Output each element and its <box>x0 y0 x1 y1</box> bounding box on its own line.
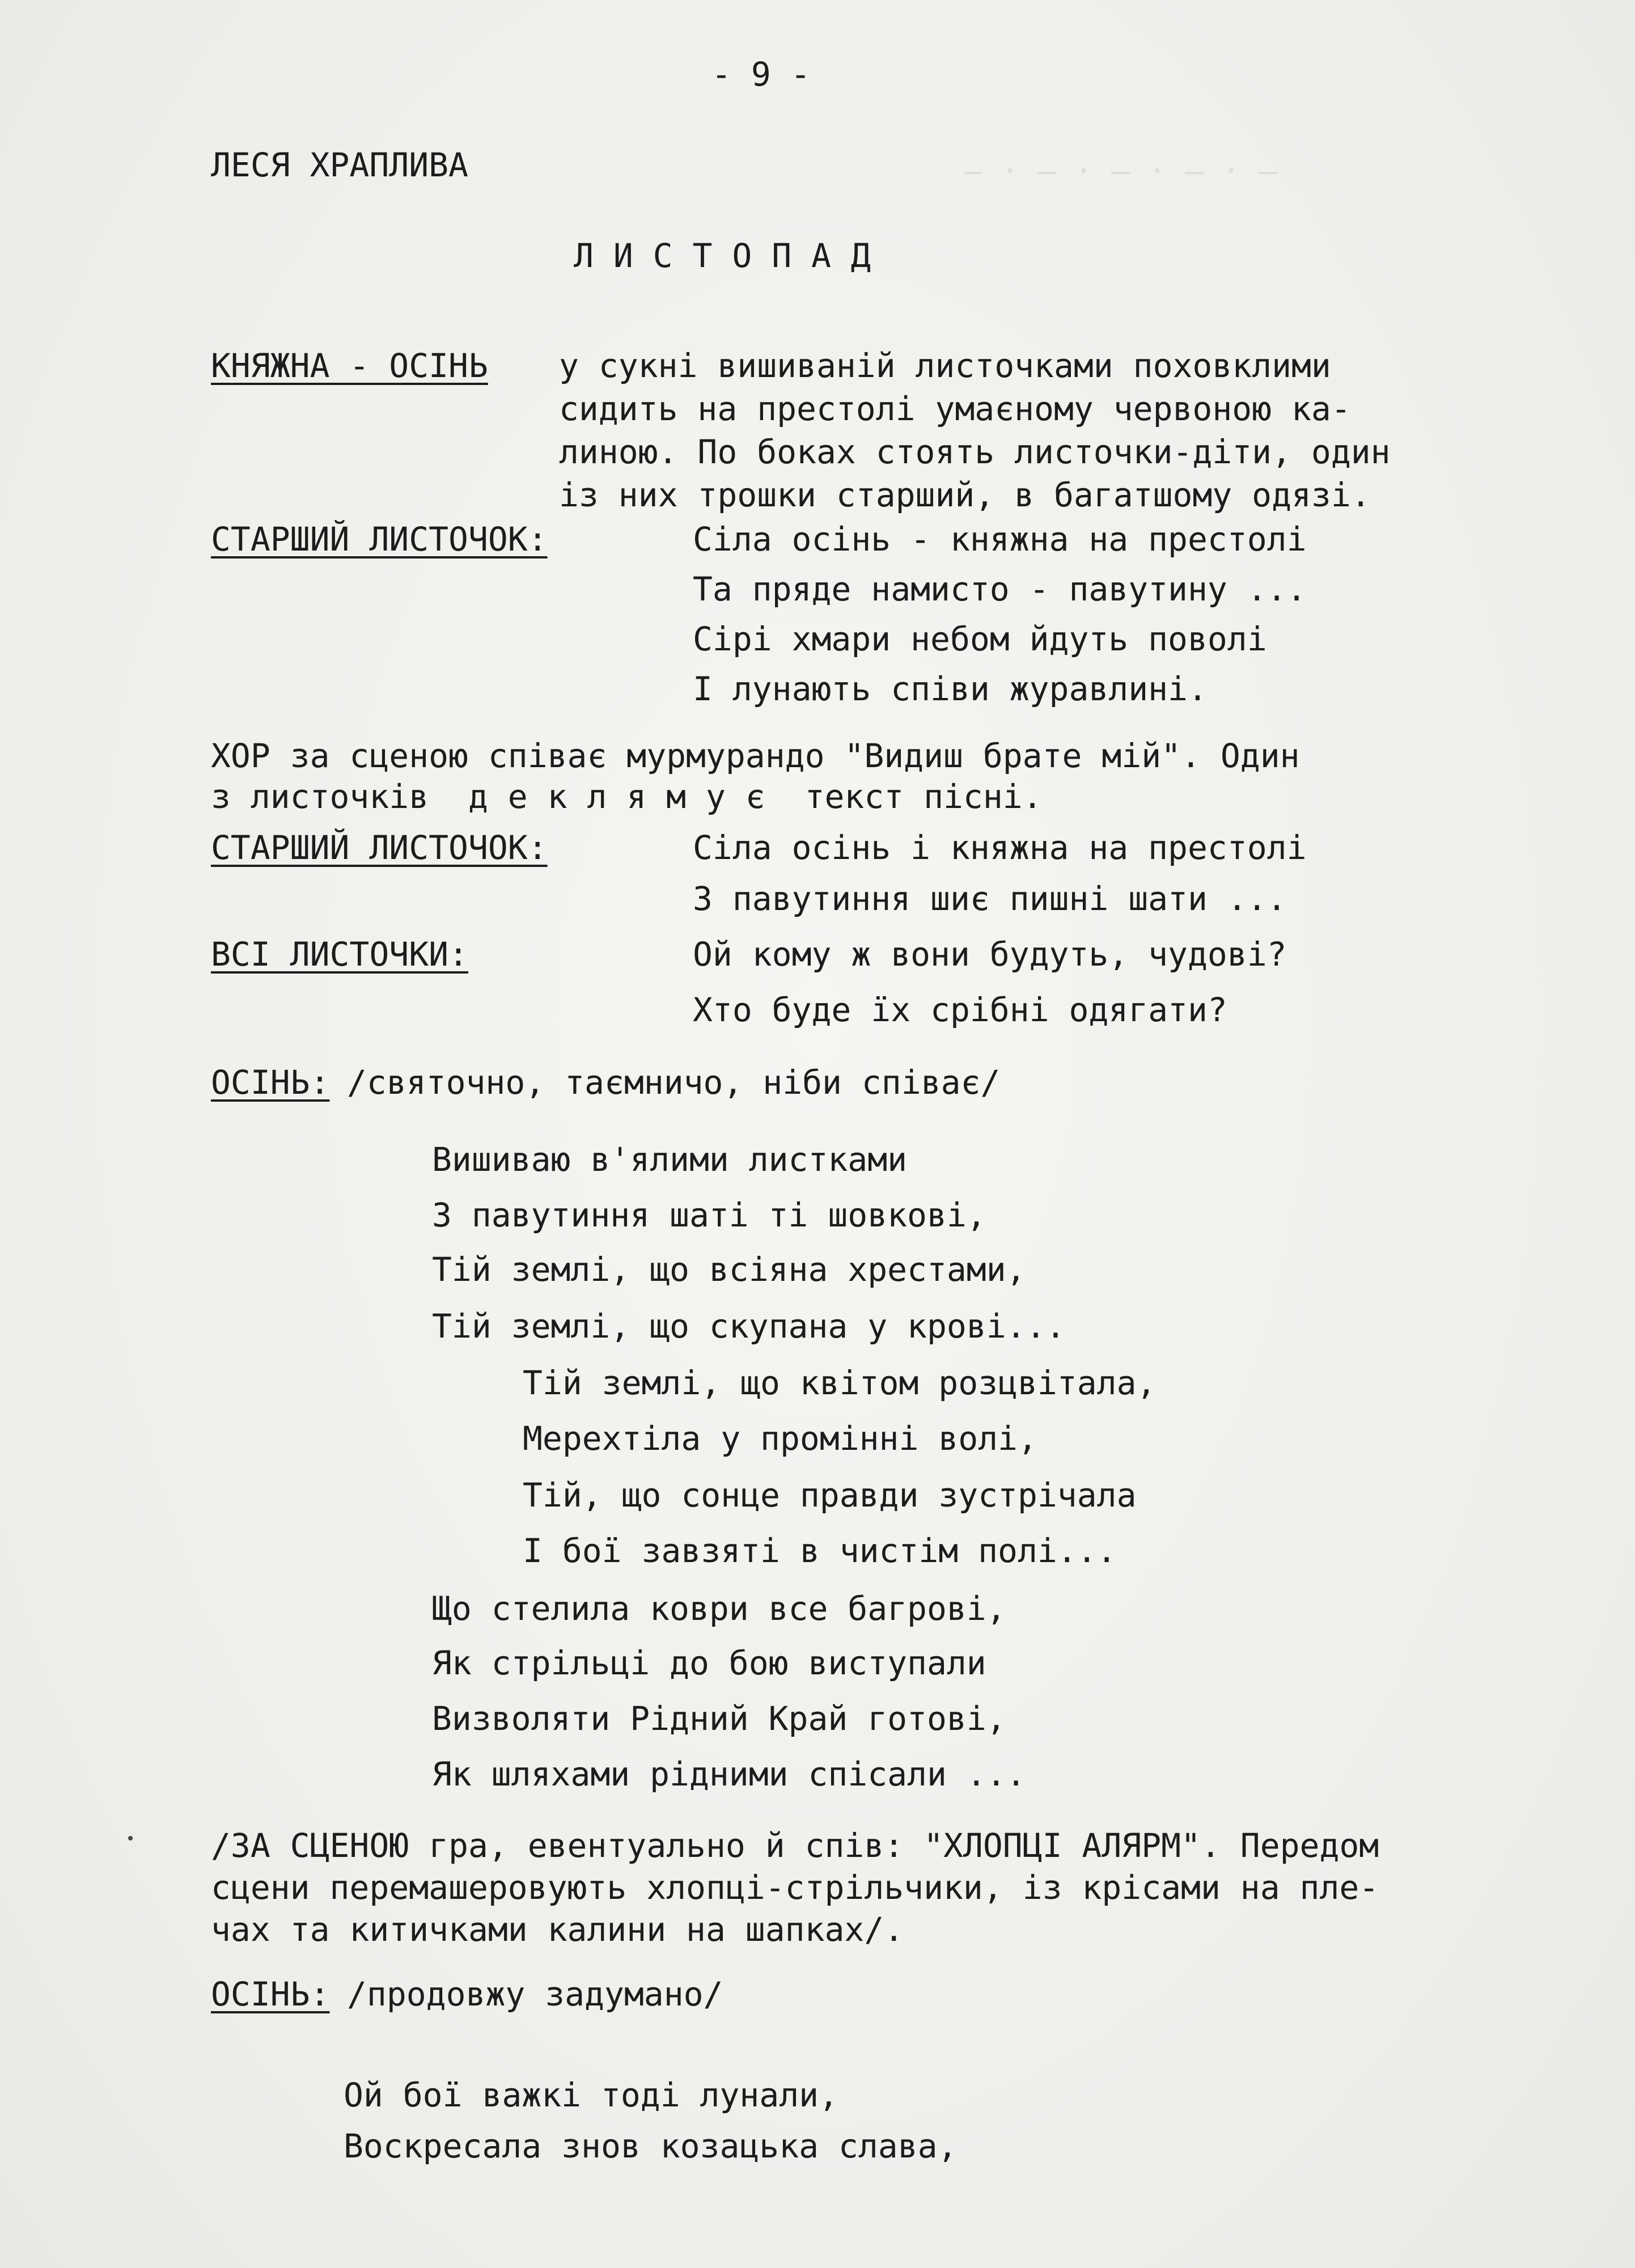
ink-speck <box>128 1836 133 1840</box>
verse-line: З павутиння шаті ті шовкові, <box>432 1196 986 1234</box>
verse-line: Та пряде намисто - павутину ... <box>693 570 1307 608</box>
verse-line: Воскресала знов козацька слава, <box>344 2127 958 2165</box>
verse-line: І лунають співи журавлині. <box>693 670 1208 708</box>
verse-line: Сіла осінь - княжна на престолі <box>693 520 1307 558</box>
stage-direction-line: /святочно, таємничо, ніби співає/ <box>347 1063 1001 1102</box>
author-name: ЛЕСЯ ХРАПЛИВА <box>211 146 468 184</box>
stage-direction-line: сцени перемашеровують хлопці-стрільчики, із крісами на пле- <box>211 1868 1379 1907</box>
role-label-autumn: ОСІНЬ: <box>211 1063 330 1102</box>
stage-direction-line: у сукні вишиваній листочками поховклими <box>559 346 1331 385</box>
stage-direction-line: ХОР за сценою співає мурмурандо "Видиш брате мій". Один <box>211 737 1300 775</box>
verse-line: Як шляхами рідними спісали ... <box>432 1755 1026 1793</box>
stage-direction-line: чах та китичками калини на шапках/. <box>211 1910 904 1949</box>
role-label-elder-leaf: СТАРШИЙ ЛИСТОЧОК: <box>211 828 548 867</box>
verse-line: І бої завзяті в чистім полі... <box>523 1531 1117 1570</box>
verse-line: Хто буде їх срібні одягати? <box>693 991 1227 1029</box>
stage-direction-line: /ЗА СЦЕНОЮ гра, евентуально й спів: "ХЛОПЦІ АЛЯРМ". Передом <box>211 1826 1379 1865</box>
verse-line: Мерехтіла у промінні волі, <box>523 1419 1037 1458</box>
verse-line: Тій, що сонце правди зустрічала <box>523 1476 1137 1514</box>
verse-line: Сірі хмари небом йдуть поволі <box>693 620 1267 658</box>
verse-line: Тій землі, що скупана у крові... <box>432 1307 1066 1345</box>
stage-direction-line: сидить на престолі умаєному червоною ка- <box>559 390 1351 428</box>
role-label-autumn-princess: КНЯЖНА - ОСІНЬ <box>211 346 488 385</box>
bleed-through-text: — · — · — · — · — <box>964 153 1277 189</box>
role-label-autumn: ОСІНЬ: <box>211 1975 330 2013</box>
verse-line: Сіла осінь і княжна на престолі <box>693 828 1307 867</box>
page-number: - 9 - <box>711 55 811 94</box>
verse-line: Тій землі, що квітом розцвітала, <box>523 1364 1157 1402</box>
stage-direction-line: /продовжу задумано/ <box>347 1975 723 2013</box>
verse-line: З павутиння шиє пишні шати ... <box>693 879 1287 918</box>
play-title: Л И С Т О П А Д <box>574 236 871 275</box>
verse-line: Що стелила коври все багрові, <box>432 1589 1006 1628</box>
stage-direction-line: із них трошки старший, в багатшому одязі. <box>559 476 1371 514</box>
role-label-elder-leaf: СТАРШИЙ ЛИСТОЧОК: <box>211 520 548 558</box>
verse-line: Як стрільці до бою виступали <box>432 1644 986 1682</box>
role-label-all-leaves: ВСІ ЛИСТОЧКИ: <box>211 935 468 974</box>
verse-line: Ой бої важкі тоді лунали, <box>344 2076 838 2114</box>
verse-line: Тій землі, що всіяна хрестами, <box>432 1250 1026 1289</box>
verse-line: Визволяти Рідний Край готові, <box>432 1699 1006 1738</box>
stage-direction-line: з листочків д е к л я м у є текст пісні. <box>211 777 1043 816</box>
verse-line: Вишиваю в'ялими листками <box>432 1140 908 1179</box>
verse-line: Ой кому ж вони будуть, чудові? <box>693 935 1287 974</box>
stage-direction-line: линою. По боках стоять листочки-діти, один <box>559 433 1391 471</box>
